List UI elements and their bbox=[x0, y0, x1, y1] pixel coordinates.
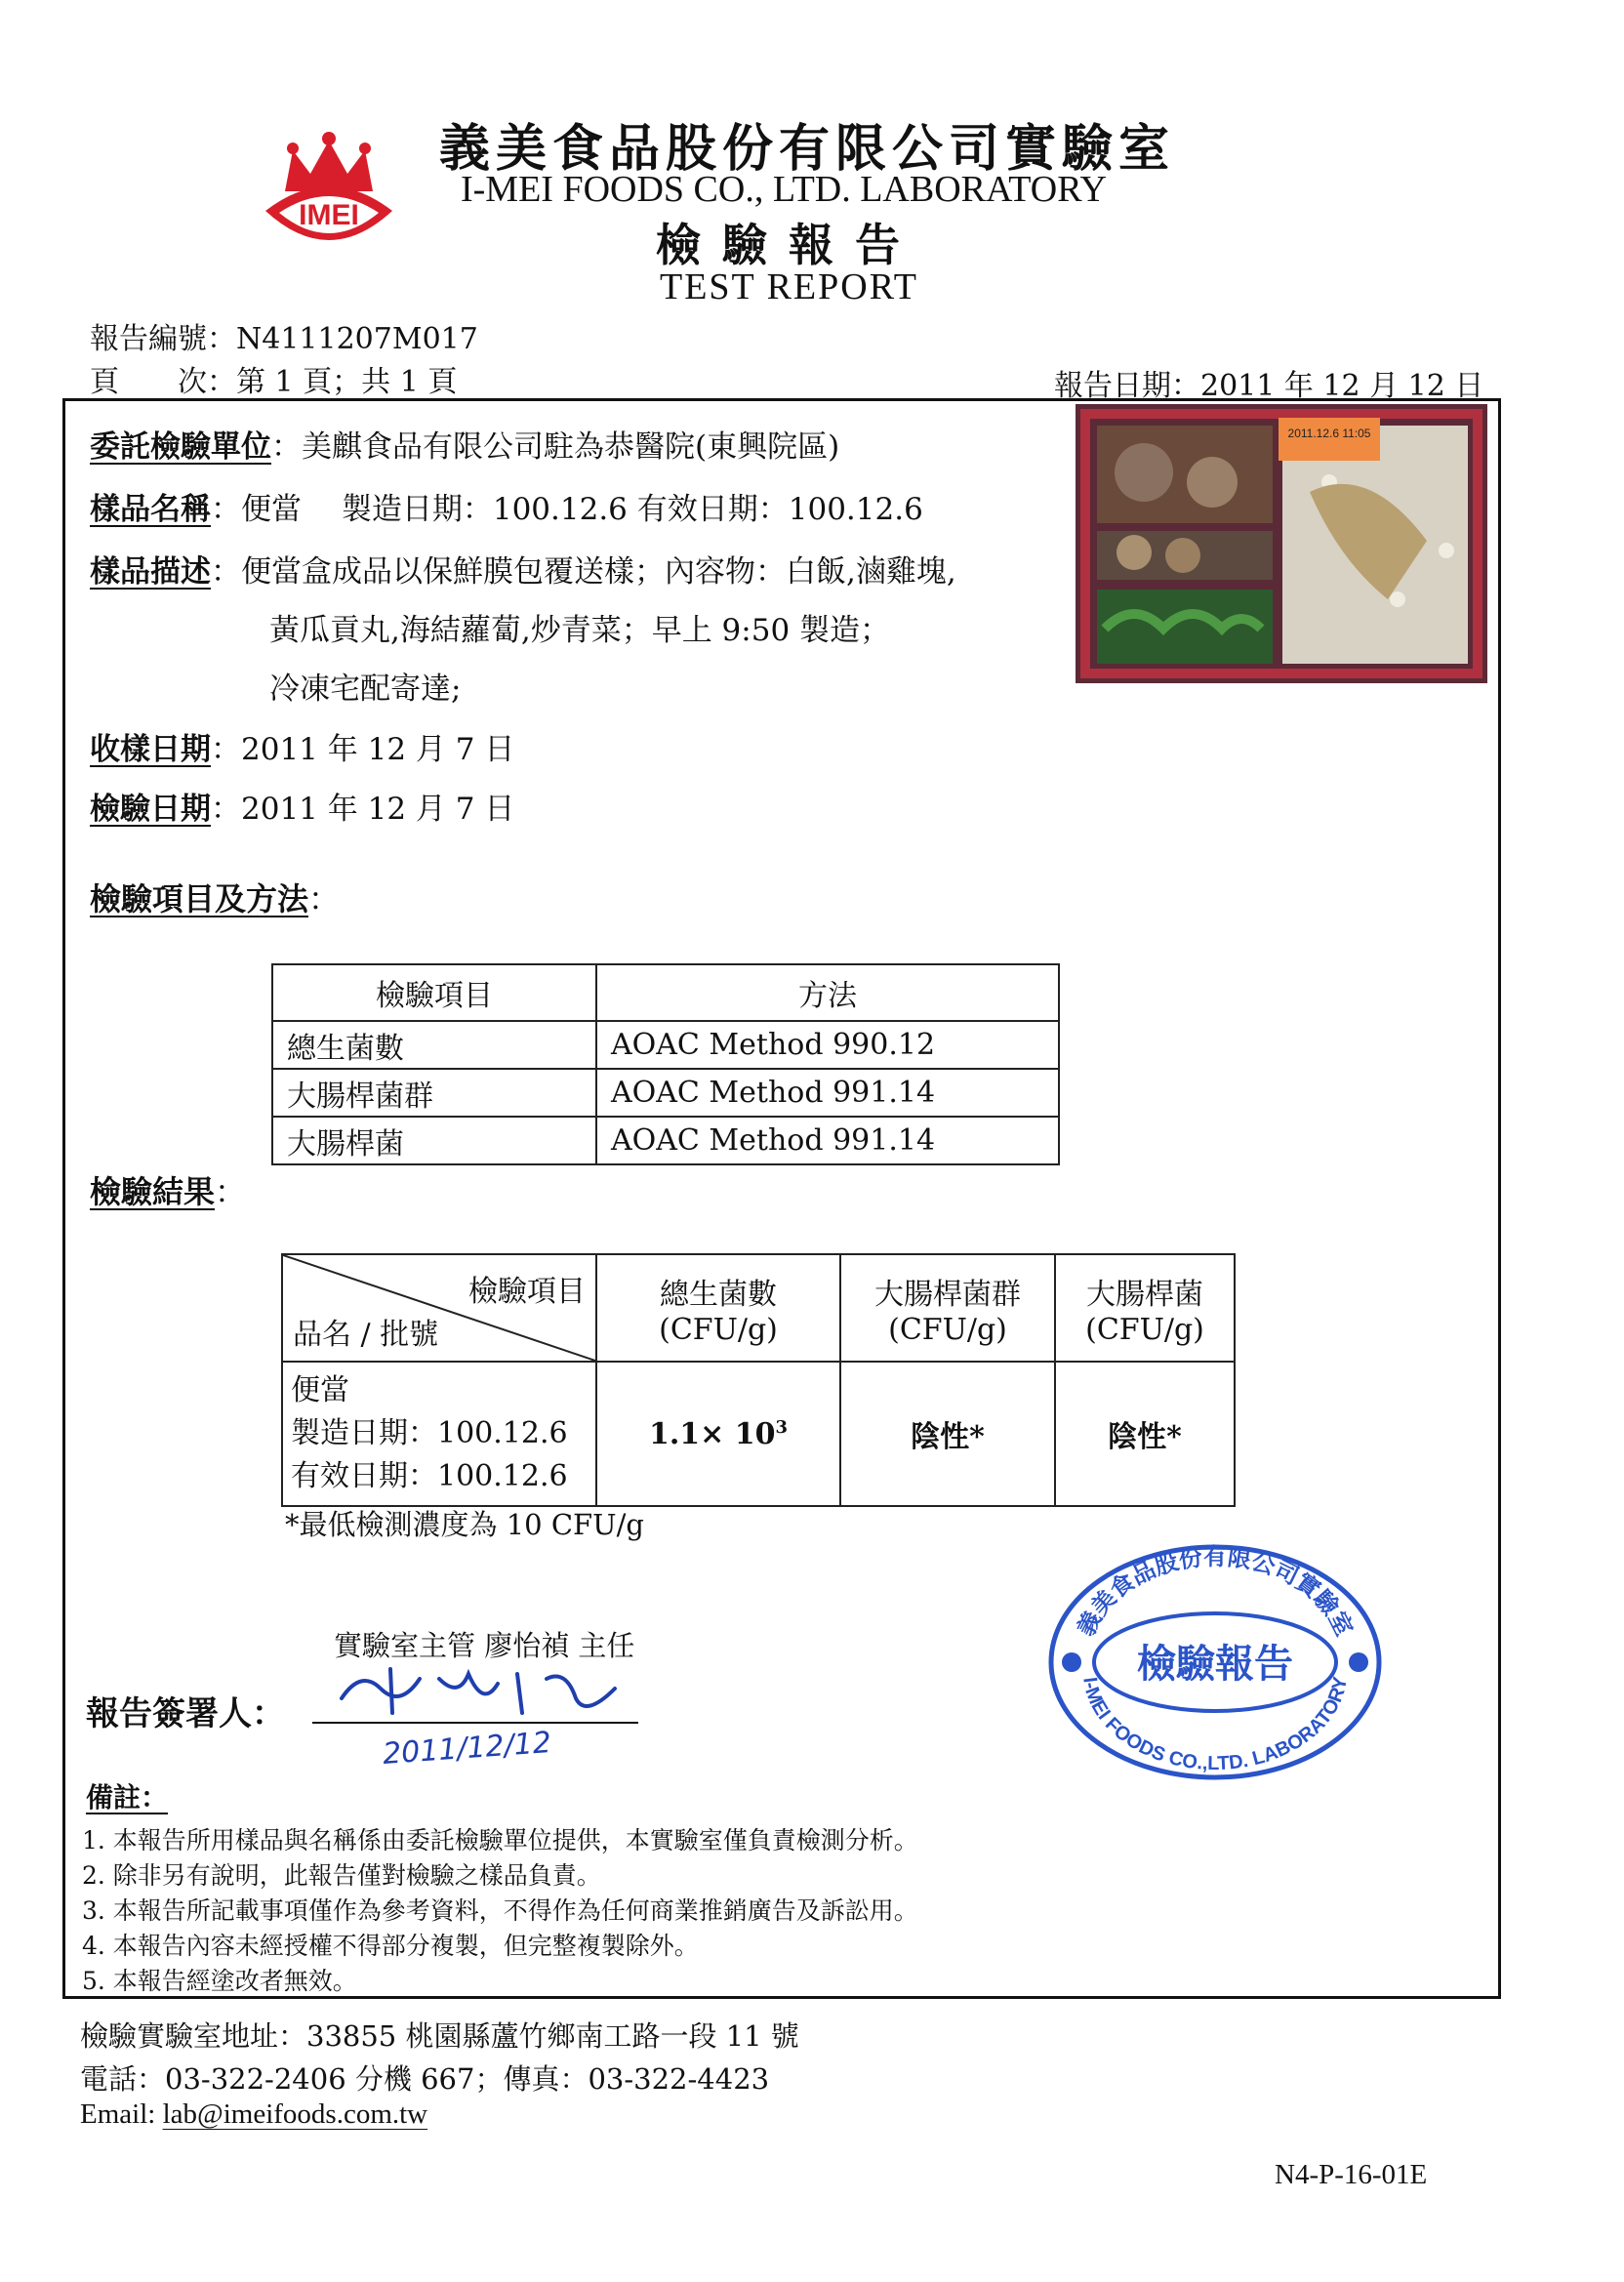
signatory-label: 報告簽署人： bbox=[86, 1694, 285, 1733]
svg-text:檢驗報告: 檢驗報告 bbox=[1137, 1641, 1293, 1687]
sample-desc-line3: 冷凍宅配寄達; bbox=[269, 672, 462, 707]
results-corner-cell bbox=[282, 1254, 596, 1362]
sample-photo bbox=[1076, 404, 1487, 683]
results-table bbox=[281, 1253, 1236, 1507]
lab-seal-stamp bbox=[1044, 1540, 1386, 1784]
note-item: 4. 本報告內容未經授權不得部分複製，但完整複製除外。 bbox=[82, 1932, 699, 1960]
method-value: AOAC Method 990.12 bbox=[596, 1021, 1059, 1069]
methods-heading: 檢驗項目及方法 bbox=[90, 880, 309, 917]
result-value-base: 1.1× 10 bbox=[648, 1416, 776, 1451]
results-col-ecoli bbox=[1055, 1254, 1235, 1362]
company-name-cn: 義美食品股份有限公司實驗室 bbox=[439, 119, 1176, 179]
sample-mfg-date: 製造日期：100.12.6 bbox=[291, 1416, 568, 1450]
method-item: 總生菌數 bbox=[272, 1021, 596, 1069]
col-unit: (CFU/g) bbox=[1085, 1312, 1204, 1347]
test-date-value: ：2011 年 12 月 7 日 bbox=[211, 792, 515, 827]
svg-text:IMEI: IMEI bbox=[299, 199, 359, 231]
sample-name-label: 樣品名稱 bbox=[90, 492, 211, 527]
lab-supervisor: 實驗室主管 廖怡禎 主任 bbox=[334, 1629, 635, 1662]
result-total-count bbox=[596, 1362, 840, 1506]
lab-address: 檢驗實驗室地址：33855 桃園縣蘆竹鄉南工路一段 11 號 bbox=[80, 2019, 799, 2053]
methods-heading-row bbox=[90, 875, 340, 919]
table-row bbox=[282, 1362, 1235, 1506]
client-row bbox=[90, 422, 839, 466]
methods-col-method: 方法 bbox=[596, 964, 1059, 1021]
received-date-value: ：2011 年 12 月 7 日 bbox=[211, 732, 515, 767]
test-date-row bbox=[90, 784, 514, 828]
report-number: 報告編號：N4111207M017 bbox=[90, 322, 478, 356]
received-date-row bbox=[90, 724, 514, 768]
result-coliform: 陰性* bbox=[840, 1362, 1055, 1506]
lab-phone: 電話：03-322-2406 分機 667；傳真：03-322-4423 bbox=[80, 2062, 770, 2096]
note-item: 2. 除非另有說明，此報告僅對檢驗之樣品負責。 bbox=[82, 1861, 601, 1890]
col-name: 總生菌數 bbox=[660, 1277, 777, 1312]
method-item: 大腸桿菌群 bbox=[272, 1069, 596, 1117]
svg-text:I-MEI FOODS CO.,LTD. LABORATOR: I-MEI FOODS CO.,LTD. LABORATORY bbox=[1078, 1675, 1352, 1775]
signature-date: 2011/12/12 bbox=[381, 1726, 552, 1772]
result-ecoli: 陰性* bbox=[1055, 1362, 1235, 1506]
table-row bbox=[272, 1021, 1059, 1069]
test-date-label: 檢驗日期 bbox=[90, 792, 211, 827]
table-row bbox=[272, 1117, 1059, 1164]
client-value: ：美麒食品有限公司駐為恭醫院(東興院區) bbox=[271, 429, 840, 465]
col-name: 大腸桿菌 bbox=[1086, 1277, 1203, 1312]
sample-name-value: ：便當 製造日期：100.12.6 有效日期：100.12.6 bbox=[211, 492, 923, 527]
handwritten-signature bbox=[322, 1659, 644, 1728]
page-info: 頁 次：第 1 頁；共 1 頁 bbox=[90, 365, 458, 399]
methods-table bbox=[271, 963, 1060, 1165]
col-name: 大腸桿菌群 bbox=[874, 1277, 1021, 1312]
note-item: 1. 本報告所用樣品與名稱係由委託檢驗單位提供，本實驗室僅負責檢測分析。 bbox=[82, 1826, 918, 1854]
svg-text:義美食品股份有限公司實驗室: 義美食品股份有限公司實驗室 bbox=[1071, 1542, 1360, 1641]
table-row bbox=[272, 1069, 1059, 1117]
client-label: 委託檢驗單位 bbox=[90, 429, 271, 465]
methods-header-row bbox=[272, 964, 1059, 1021]
email-label: Email: bbox=[80, 2099, 163, 2130]
svg-text:2011.12.6 11:05: 2011.12.6 11:05 bbox=[1287, 427, 1371, 440]
sample-desc-line2: 黃瓜貢丸,海結蘿蔔,炒青菜；早上 9:50 製造； bbox=[269, 613, 891, 648]
sample-desc-label: 樣品描述 bbox=[90, 554, 211, 590]
sample-desc-line1: ：便當盒成品以保鮮膜包覆送樣；內容物：白飯,滷雞塊, bbox=[211, 554, 956, 590]
results-footnote: *最低檢測濃度為 10 CFU/g bbox=[285, 1508, 644, 1541]
col-unit: (CFU/g) bbox=[659, 1312, 778, 1347]
method-value: AOAC Method 991.14 bbox=[596, 1117, 1059, 1164]
email-link[interactable]: lab@imeifoods.com.tw bbox=[162, 2099, 428, 2130]
results-header-row bbox=[282, 1254, 1235, 1362]
received-date-label: 收樣日期 bbox=[90, 732, 211, 767]
results-heading: 檢驗結果 bbox=[90, 1173, 216, 1210]
report-date: 報告日期：2011 年 12 月 12 日 bbox=[1054, 369, 1484, 403]
methods-col-item: 檢驗項目 bbox=[272, 964, 596, 1021]
method-item: 大腸桿菌 bbox=[272, 1117, 596, 1164]
sample-exp-date: 有效日期：100.12.6 bbox=[291, 1459, 568, 1493]
document-code: N4-P-16-01E bbox=[1275, 2159, 1428, 2190]
result-value-exponent: 3 bbox=[775, 1416, 789, 1438]
results-heading-row bbox=[90, 1167, 246, 1212]
results-col-coliform bbox=[840, 1254, 1055, 1362]
col-unit: (CFU/g) bbox=[888, 1312, 1007, 1347]
sample-desc-row bbox=[90, 547, 956, 591]
imei-logo bbox=[256, 123, 402, 269]
notes-heading: 備註： bbox=[86, 1781, 169, 1813]
note-item: 3. 本報告所記載事項僅作為參考資料，不得作為任何商業推銷廣告及訴訟用。 bbox=[82, 1896, 918, 1925]
report-title-en: TEST REPORT bbox=[660, 266, 918, 307]
results-heading-colon: ： bbox=[215, 1173, 247, 1210]
company-name-en: I-MEI FOODS CO., LTD. LABORATORY bbox=[461, 169, 1107, 210]
note-item: 5. 本報告經塗改者無效。 bbox=[82, 1967, 357, 1995]
sample-name: 便當 bbox=[291, 1373, 349, 1407]
results-corner-bottom: 品名 / 批號 bbox=[293, 1318, 439, 1352]
report-title-cn: 檢驗報告 bbox=[656, 219, 921, 271]
lab-email-row bbox=[80, 2099, 427, 2131]
results-corner-top: 檢驗項目 bbox=[468, 1275, 586, 1309]
results-col-total-count bbox=[596, 1254, 840, 1362]
sample-name-row bbox=[90, 484, 923, 528]
sample-cell bbox=[282, 1362, 596, 1506]
methods-heading-colon: ： bbox=[308, 880, 341, 917]
method-value: AOAC Method 991.14 bbox=[596, 1069, 1059, 1117]
